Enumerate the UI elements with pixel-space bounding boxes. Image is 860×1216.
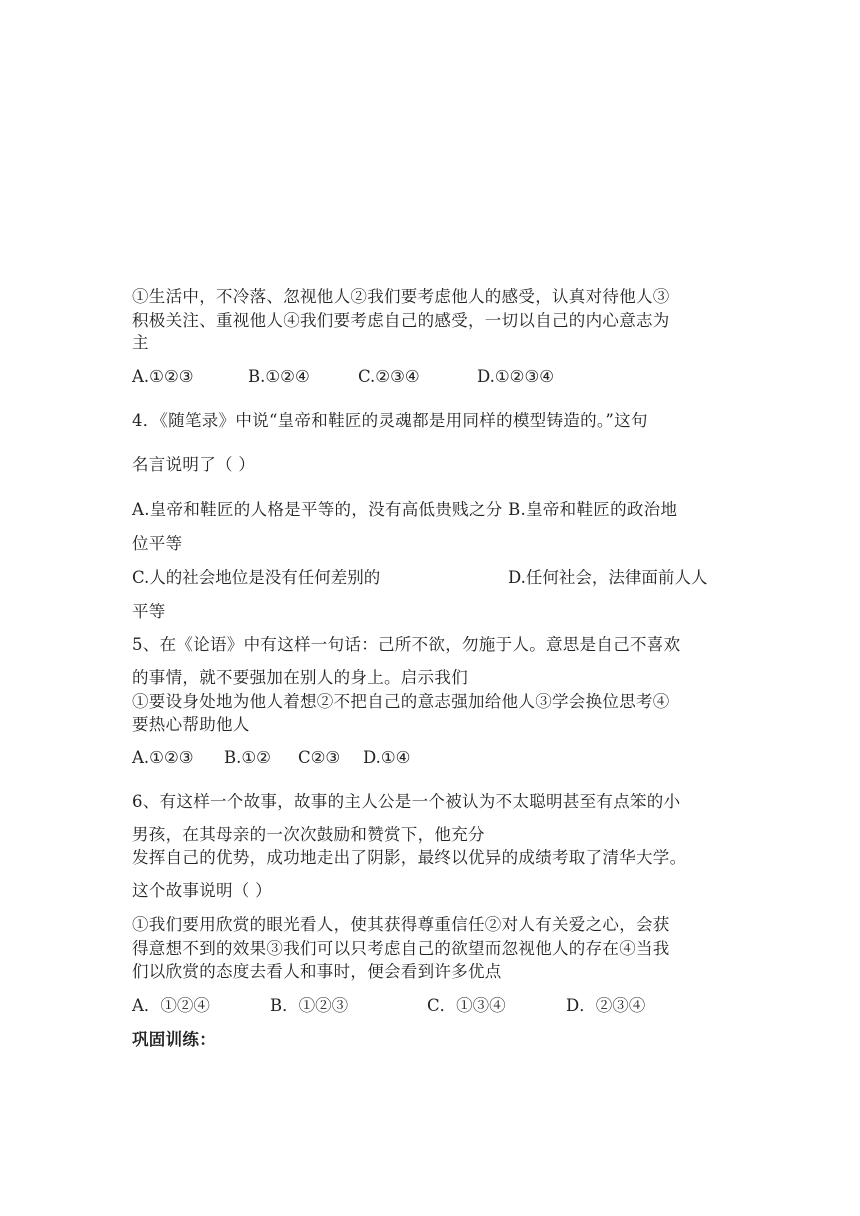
- q4-line-3: A.皇帝和鞋匠的人格是平等的，没有高低贵贱之分 B.皇帝和鞋匠的政治地: [132, 500, 678, 519]
- q6-line-2: 男孩，在其母亲的一次次鼓励和赞赏下，他充分: [132, 825, 485, 844]
- q6-line-7: 们以欣赏的态度去看人和事时，便会看到许多优点: [132, 962, 502, 981]
- q6-option-b: B．①②③: [270, 996, 349, 1015]
- q5-line-2: 的事情，就不要强加在别人的身上。启示我们: [132, 668, 468, 687]
- q3-option-a: A.①②③: [132, 367, 194, 386]
- q3-line-3: 主: [132, 333, 149, 352]
- q5-line-3: ①要设身处地为他人着想②不把自己的意志强加给他人③学会换位思考④: [132, 692, 670, 711]
- q5-option-c: C②③: [298, 748, 341, 767]
- q6-line-6: 得意想不到的效果③我们可以只考虑自己的欲望而忽视他人的存在④当我: [132, 939, 670, 958]
- q6-option-d: D．②③④: [566, 996, 646, 1015]
- q5-line-4: 要热心帮助他人: [132, 715, 250, 734]
- q3-line-2: 积极关注、重视他人④我们要考虑自己的感受，一切以自己的内心意志为: [132, 311, 670, 330]
- q4-option-d: D.任何社会，法律面前人人: [508, 568, 708, 587]
- q4-line-4: 位平等: [132, 534, 183, 553]
- q6-line-3: 发挥自己的优势，成功地走出了阴影，最终以优异的成绩考取了清华大学。: [132, 848, 687, 867]
- q3-option-d: D.①②③④: [477, 367, 555, 386]
- q4-line-2: 名言说明了（ ）: [132, 455, 256, 474]
- q5-line-1: 5、在《论语》中有这样一句话：己所不欲，勿施于人。意思是自己不喜欢: [132, 635, 681, 654]
- q6-option-c: C．①③④: [427, 996, 506, 1015]
- q5-option-a: A.①②③: [132, 748, 194, 767]
- q3-option-c: C.②③④: [358, 367, 420, 386]
- q6-option-a: A．①②④: [132, 996, 210, 1015]
- q5-option-b: B.①②: [224, 748, 271, 767]
- q3-option-b: B.①②④: [248, 367, 310, 386]
- q3-line-1: ①生活中，不冷落、忽视他人②我们要考虑他人的感受，认真对待他人③: [132, 287, 670, 306]
- q4-option-d-cont: 平等: [132, 602, 166, 621]
- q5-option-d: D.①④: [363, 748, 411, 767]
- section-heading: 巩固训练：: [132, 1030, 216, 1049]
- q4-line-1: 4．《随笔录》中说“皇帝和鞋匠的灵魂都是用同样的模型铸造的。”这句: [132, 411, 648, 430]
- q6-line-4: 这个故事说明（ ）: [132, 881, 272, 900]
- q6-line-1: 6、有这样一个故事，故事的主人公是一个被认为不太聪明甚至有点笨的小: [132, 792, 681, 811]
- q4-option-c: C.人的社会地位是没有任何差别的: [132, 568, 381, 587]
- q6-line-5: ①我们要用欣赏的眼光看人，使其获得尊重信任②对人有关爱之心，会获: [132, 915, 670, 934]
